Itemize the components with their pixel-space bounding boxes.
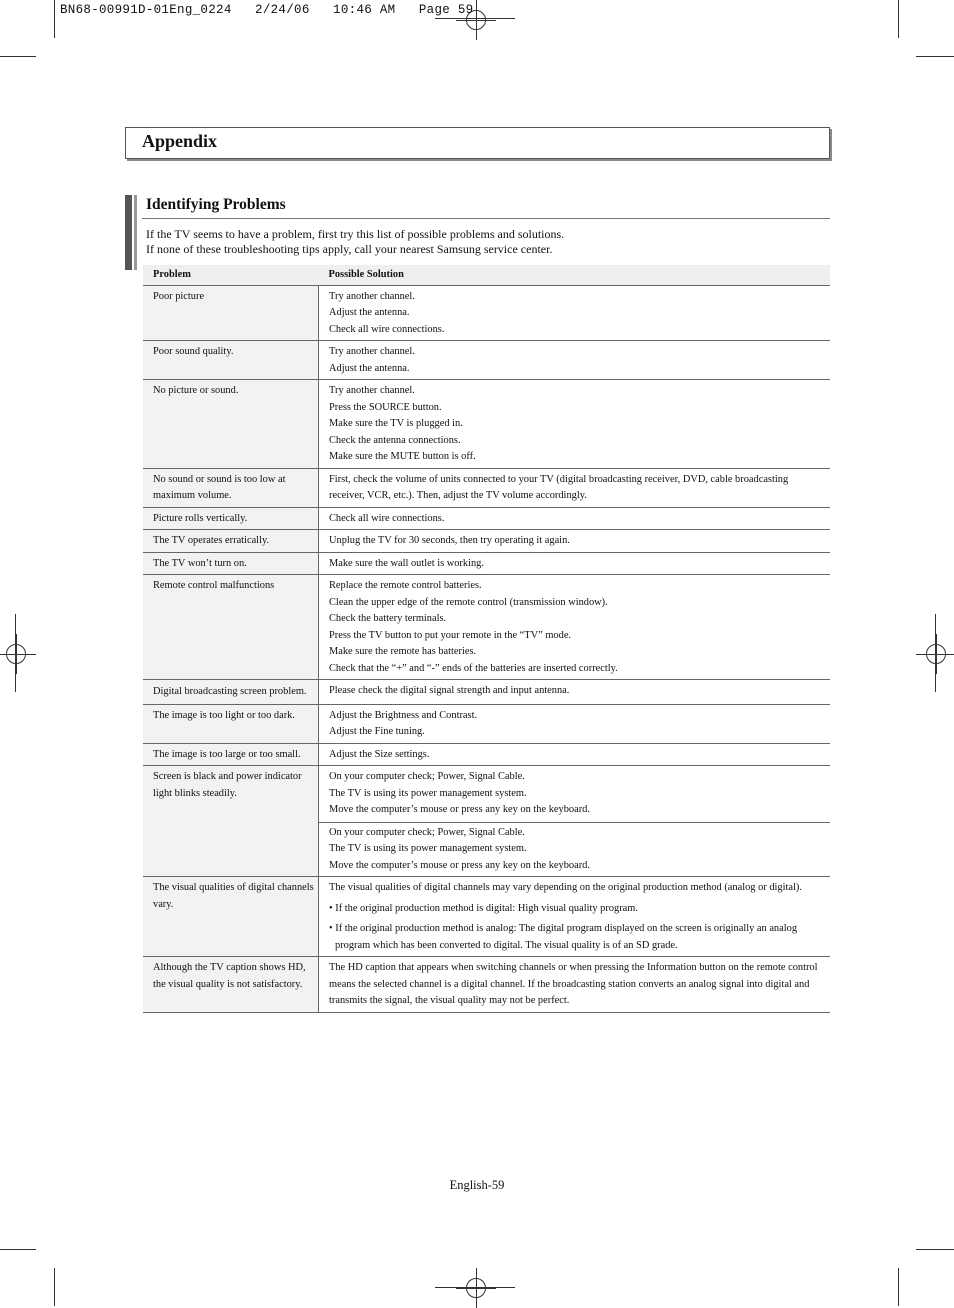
solution-line: Unplug the TV for 30 seconds, then try operating it again. bbox=[329, 535, 570, 546]
solution-line: Make sure the TV is plugged in. bbox=[329, 418, 463, 429]
table-row bbox=[143, 766, 830, 877]
crop-mark bbox=[916, 56, 954, 57]
problem-cell: The TV operates erratically. bbox=[143, 530, 319, 553]
solution-line: Replace the remote control batteries. bbox=[329, 580, 482, 591]
table-row bbox=[143, 552, 830, 575]
table-header-row bbox=[143, 265, 830, 285]
problem-cell: Although the TV caption shows HD, the visual quality is not satisfactory. bbox=[143, 957, 319, 1013]
problem-cell: Poor picture bbox=[143, 285, 319, 341]
solution-line: Press the TV button to put your remote in the “TV” mode. bbox=[329, 629, 572, 641]
solution-line: Make sure the remote has batteries. bbox=[329, 646, 477, 657]
table-row bbox=[143, 507, 830, 530]
subsection-title: Identifying Problems bbox=[146, 196, 286, 213]
divider bbox=[319, 822, 830, 823]
problem-cell: Screen is black and power indicator light blinks steadily. bbox=[143, 766, 319, 877]
problem-cell: Remote control malfunctions bbox=[143, 575, 319, 680]
column-header-problem: Problem bbox=[143, 265, 319, 285]
solution-cell bbox=[319, 285, 831, 341]
solution-cell bbox=[319, 680, 831, 705]
table-row bbox=[143, 530, 830, 553]
solution-cell bbox=[319, 468, 831, 507]
intro-line: If none of these troubleshooting tips apply, call your nearest Samsung service center. bbox=[146, 241, 553, 256]
solution-line: Make sure the wall outlet is working. bbox=[329, 557, 484, 569]
solution-line: Check the antenna connections. bbox=[329, 434, 461, 446]
crop-mark bbox=[54, 1268, 55, 1306]
section-header bbox=[125, 127, 830, 159]
table-row bbox=[143, 341, 830, 380]
solution-line: Adjust the Fine tuning. bbox=[329, 726, 425, 737]
registration-mark-icon bbox=[456, 1268, 496, 1308]
problem-cell: Digital broadcasting screen problem. bbox=[143, 680, 319, 705]
solution-line: Check all wire connections. bbox=[329, 323, 445, 335]
problem-cell: No picture or sound. bbox=[143, 380, 319, 469]
solution-cell bbox=[319, 552, 831, 575]
solution-line: Adjust the Brightness and Contrast. bbox=[329, 709, 478, 721]
column-header-solution: Possible Solution bbox=[319, 265, 831, 285]
table-row bbox=[143, 380, 830, 469]
bullet-item: • If the original production method is digital: High visual quality program. bbox=[329, 902, 638, 914]
problem-cell: Picture rolls vertically. bbox=[143, 507, 319, 530]
solution-cell bbox=[319, 743, 831, 766]
registration-mark-icon bbox=[0, 634, 36, 674]
table-row bbox=[143, 877, 830, 957]
problem-cell: The image is too large or too small. bbox=[143, 743, 319, 766]
solution-line: Adjust the antenna. bbox=[329, 362, 410, 374]
bullet-item: • If the original production method is analog: The digital program displayed on the screen is originally an analog program which has been converted to digital. The visual quality is of an SD grade. bbox=[329, 923, 798, 951]
problem-cell: No sound or sound is too low at maximum volume. bbox=[143, 468, 319, 507]
solution-cell bbox=[319, 507, 831, 530]
table-row bbox=[143, 680, 830, 705]
solution-line: Check all wire connections. bbox=[329, 512, 445, 524]
intro-text bbox=[146, 227, 564, 256]
table-row bbox=[143, 957, 830, 1013]
solution-line: First, check the volume of units connected to your TV (digital broadcasting receiver, DVD, cable broadcasting receiver, VCR, etc.). Then, adjust the TV volume accordingly. bbox=[329, 473, 789, 501]
solution-cell bbox=[319, 530, 831, 553]
section-title: Appendix bbox=[142, 131, 218, 151]
solution-line: Press the SOURCE button. bbox=[329, 401, 442, 413]
table-row bbox=[143, 704, 830, 743]
solution-line: Make sure the MUTE button is off. bbox=[329, 451, 476, 462]
solution-line: Check the battery terminals. bbox=[329, 613, 447, 624]
problem-cell: Poor sound quality. bbox=[143, 341, 319, 380]
solution-line: Please check the digital signal strength and input antenna. bbox=[329, 685, 570, 696]
table-row bbox=[143, 285, 830, 341]
solution-line: Try another channel. bbox=[329, 346, 415, 357]
solution-cell bbox=[319, 341, 831, 380]
crop-mark bbox=[916, 1249, 954, 1250]
table-row bbox=[143, 743, 830, 766]
solution-cell bbox=[319, 704, 831, 743]
table-row bbox=[143, 468, 830, 507]
table-row bbox=[143, 575, 830, 680]
solution-line: Adjust the antenna. bbox=[329, 307, 410, 318]
solution-line: Clean the upper edge of the remote control (transmission window). bbox=[329, 596, 608, 608]
solution-line: The TV is using its power management system. bbox=[329, 843, 527, 854]
problem-cell: The image is too light or too dark. bbox=[143, 704, 319, 743]
solution-line: Adjust the Size settings. bbox=[329, 748, 430, 760]
solution-line: Move the computer’s mouse or press any key on the keyboard. bbox=[329, 804, 590, 815]
solution-cell bbox=[319, 380, 831, 469]
solution-line: The HD caption that appears when switching channels or when pressing the Information button on the remote control means the selected channel is a digital channel. If the broadcasting station converts an analog signal into digital and transmits the signal, the visual quality may not be perfect. bbox=[329, 962, 818, 1006]
section-side-bar bbox=[134, 195, 137, 270]
crop-mark bbox=[898, 1268, 899, 1306]
solution-line: Try another channel. bbox=[329, 290, 415, 302]
solution-cell bbox=[319, 575, 831, 680]
crop-mark bbox=[54, 0, 55, 38]
crop-mark bbox=[15, 614, 16, 692]
solution-cell bbox=[319, 877, 831, 957]
crop-mark bbox=[0, 1249, 36, 1250]
divider bbox=[142, 218, 830, 219]
crop-mark bbox=[0, 56, 36, 57]
troubleshooting-table bbox=[143, 265, 830, 1013]
solution-line: Try another channel. bbox=[329, 385, 415, 396]
solution-cell bbox=[319, 957, 831, 1013]
print-header: BN68-00991D-01Eng_0224 2/24/06 10:46 AM Page 59 bbox=[60, 3, 474, 17]
solution-line: Check that the “+” and “-” ends of the batteries are inserted correctly. bbox=[329, 662, 618, 674]
crop-mark bbox=[935, 614, 936, 692]
section-side-bar bbox=[125, 195, 132, 270]
crop-mark bbox=[898, 0, 899, 38]
solution-cell bbox=[319, 766, 831, 877]
page-number: English-59 bbox=[449, 1178, 505, 1192]
solution-line: On your computer check; Power, Signal Cable. bbox=[329, 771, 525, 782]
problem-cell: The TV won’t turn on. bbox=[143, 552, 319, 575]
solution-line: The visual qualities of digital channels may vary depending on the original production method (analog or digital). bbox=[329, 882, 802, 893]
solution-line: The TV is using its power management system. bbox=[329, 787, 527, 799]
intro-line: If the TV seems to have a problem, first try this list of possible problems and solutions. bbox=[146, 227, 565, 241]
problem-cell: The visual qualities of digital channels vary. bbox=[143, 877, 319, 957]
solution-line: On your computer check; Power, Signal Cable. bbox=[329, 826, 525, 838]
solution-line: Move the computer’s mouse or press any key on the keyboard. bbox=[329, 859, 590, 871]
